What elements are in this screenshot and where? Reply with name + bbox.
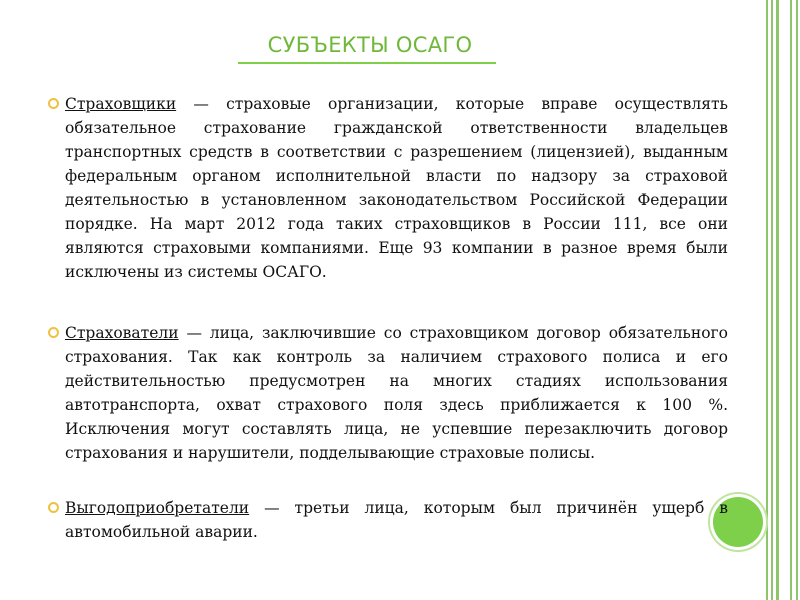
list-item-insurers [48,92,728,284]
item-text: — страховые организации, которые вправе осуществлять обязательное страхование гражданской ответственности владельцев транспортных средств в соответствии с разрешением (лицензией), выданным федеральным органом исполнительной власти по надзору за страховой деятельностью в установленном законодательством Российской Федерации порядке. На март 2012 года таких страховщиков в России 111, все они являются страховыми компаниями. Еще 93 компании в разное время были исключены из системы ОСАГО. [65,95,728,281]
content [48,92,728,544]
item-paragraph [65,496,728,544]
frame-line [796,0,798,600]
term-link[interactable]: Страховщики [65,95,177,113]
list-item-policyholders [48,321,728,465]
frame-line [776,0,779,600]
bullet-icon [48,502,59,513]
frame-line [790,0,792,600]
bullet-icon [48,98,59,109]
slide-title: СУБЪЕКТЫ ОСАГО [267,33,473,57]
item-paragraph [65,92,728,284]
term-link[interactable]: Страхователи [65,324,179,342]
item-paragraph [65,321,728,465]
frame-line [771,0,773,600]
title-underline [238,62,496,64]
item-text: — лица, заключившие со страховщиком договор обязательного страхования. Так как контроль за наличием страхового полиса и его действительностью предусмотрен на многих стадиях использования автотранспорта, охват страхового поля здесь приближается к 100 %. Исключения могут составлять лица, не успевшие перезаключить договор страхования и нарушители, подделывающие страховые полисы. [65,324,728,462]
term-link[interactable]: Выгодоприобретатели [65,499,250,517]
bullet-icon [48,327,59,338]
item-text: — третьи лица, которым был причинён ущерб в автомобильной аварии. [65,499,728,541]
list-item-beneficiaries [48,496,728,544]
frame-line [766,0,768,600]
